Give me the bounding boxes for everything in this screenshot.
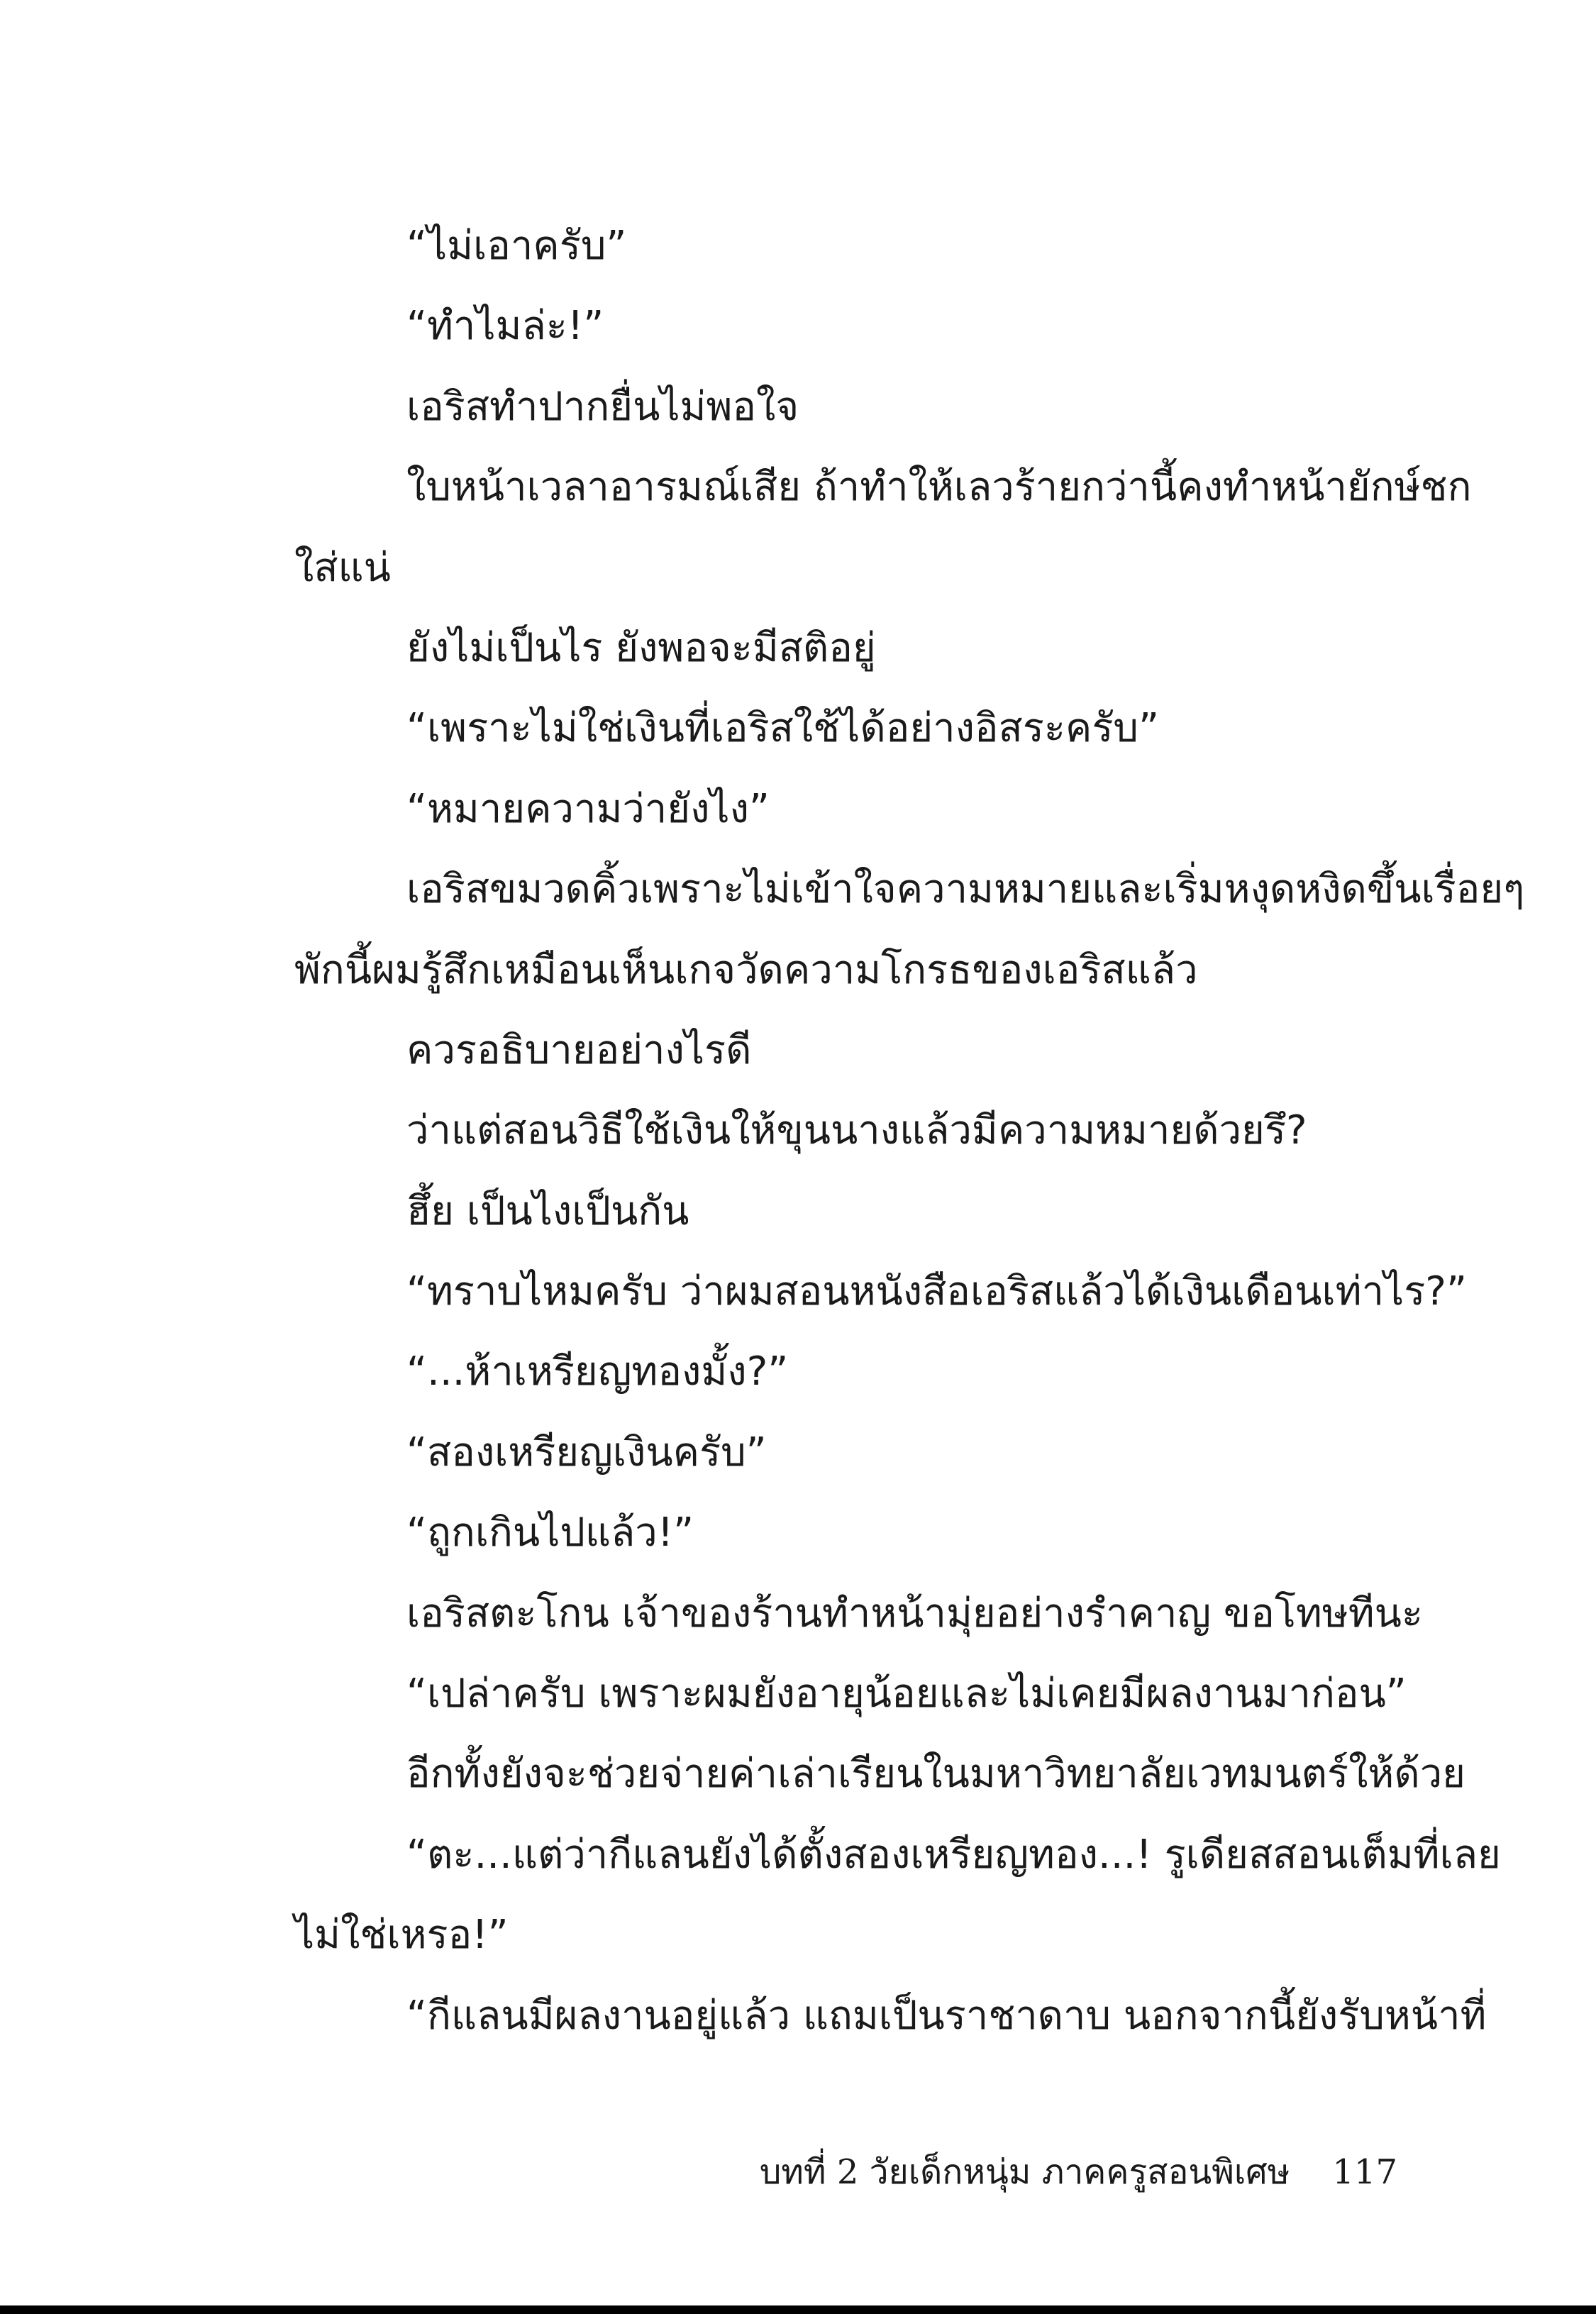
text-line: “เปล่าครับ เพราะผมยังอายุน้อยและไม่เคยมีผลงานมาก่อน” [406,1671,1407,1717]
text-line: “ทำไมล่ะ!” [406,303,604,350]
text-line: “ถูกเกินไปแล้ว!” [406,1510,694,1556]
page-footer [760,2144,1397,2200]
text-line: ยังไม่เป็นไร ยังพอจะมีสติอยู่ [406,624,876,671]
text-line: เอริสตะโกน เจ้าของร้านทำหน้ามุ่ยอย่างรำคาญ ขอโทษทีนะ [406,1590,1424,1637]
text-line: “กีแลนมีผลงานอยู่แล้ว แถมเป็นราชาดาบ นอกจากนี้ยังรับหน้าที่ [406,1992,1487,2039]
text-line: “...ห้าเหรียญทองมั้ง?” [406,1349,789,1395]
text-line: เอริสขมวดคิ้วเพราะไม่เข้าใจความหมายและเริ่มหงุดหงิดขึ้นเรื่อยๆ [406,866,1525,913]
text-line: ใส่แน่ [294,544,391,591]
text-line: ควรอธิบายอย่างไรดี [406,1026,752,1073]
text-line: ไม่ใช่เหรอ!” [294,1912,509,1959]
text-line: ใบหน้าเวลาอารมณ์เสีย ถ้าทำให้เลวร้ายกว่านี้คงทำหน้ายักษ์ชก [406,464,1472,511]
text-line: เอริสทำปากยื่นไม่พอใจ [406,383,799,430]
text-line: “สองเหรียญเงินครับ” [406,1429,767,1476]
text-line: “หมายความว่ายังไง” [406,785,770,832]
text-line: ฮึ้ย เป็นไงเป็นกัน [406,1188,689,1234]
text-line: “ไม่เอาครับ” [406,223,627,269]
bottom-border [0,2305,1596,2314]
text-line: ว่าแต่สอนวิธีใช้เงินให้ขุนนางแล้วมีความหมายด้วยรึ? [406,1107,1307,1154]
text-line: “ตะ...แต่ว่ากีแลนยังได้ตั้งสองเหรียญทอง...! รูเดียสสอนเต็มที่เลย [406,1831,1501,1878]
page-number: 117 [1332,2152,1397,2192]
text-line: อีกทั้งยังจะช่วยจ่ายค่าเล่าเรียนในมหาวิทยาลัยเวทมนตร์ให้ด้วย [406,1751,1465,1798]
text-line: พักนี้ผมรู้สึกเหมือนเห็นเกจวัดความโกรธของเอริสแล้ว [294,946,1198,993]
chapter-title: บทที่ 2 วัยเด็กหนุ่ม ภาคครูสอนพิเศษ [759,2152,1290,2192]
text-line: “เพราะไม่ใช่เงินที่เอริสใช้ได้อย่างอิสระครับ” [406,705,1159,752]
text-line: “ทราบไหมครับ ว่าผมสอนหนังสือเอริสแล้วได้เงินเดือนเท่าไร?” [406,1268,1468,1315]
body-text [294,206,1525,2056]
